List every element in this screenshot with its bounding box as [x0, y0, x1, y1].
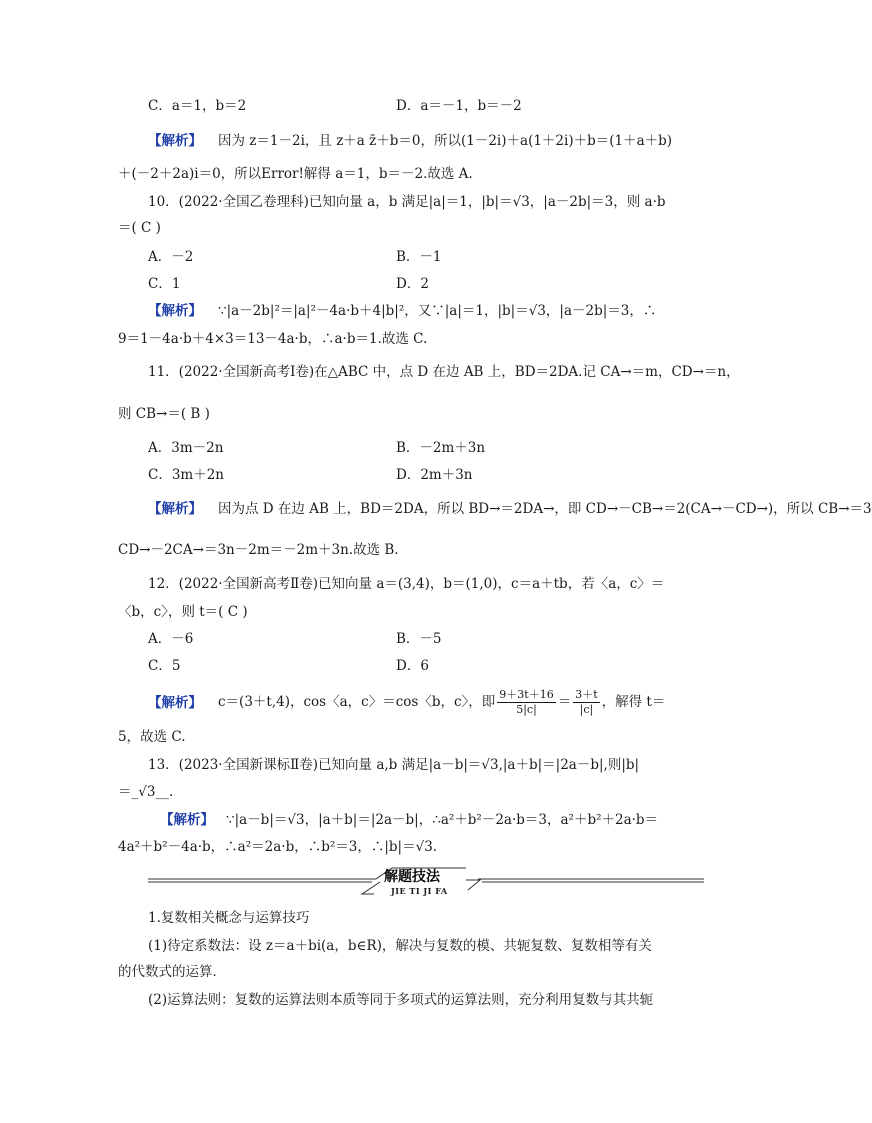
- question-12-answer: 〈b，c〉，则 t＝( C ): [118, 604, 248, 620]
- question-10-answer: ＝( C ): [118, 220, 161, 236]
- banner-subtitle: JIE TI JI FA: [391, 886, 448, 896]
- fraction-numerator: 9＋3t＋16: [499, 688, 554, 701]
- analysis-text: ∵|a－2b|²＝|a|²－4a·b＋4|b|²，又∵|a|＝1，|b|＝√3，|a－2b|＝3，∴: [218, 303, 657, 319]
- option-b: B．－1: [396, 249, 442, 265]
- section-banner: [148, 866, 704, 906]
- analysis-tag: 【解析】: [148, 133, 202, 149]
- fraction-denominator: |c|: [579, 703, 594, 716]
- analysis-text-part: c＝(3＋t,4)，cos〈a，c〉＝cos〈b，c〉，即: [218, 694, 496, 710]
- question-10: 10．(2022·全国乙卷理科)已知向量 a，b 满足|a|＝1，|b|＝√3，|a－2b|＝3，则 a·b: [148, 194, 666, 210]
- analysis-text: 9＝1－4a·b＋4×3＝13－4a·b，∴a·b＝1.故选 C.: [118, 331, 428, 347]
- option-c: C．a＝1，b＝2: [148, 98, 247, 114]
- fraction-denominator: 5|c|: [516, 703, 537, 716]
- question-12: 12．(2022·全国新高考Ⅱ卷)已知向量 a＝(3,4)，b＝(1,0)，c＝a＋tb，若〈a，c〉＝: [148, 576, 665, 592]
- analysis-text: 5，故选 C.: [118, 729, 186, 745]
- question-11: 11．(2022·全国新高考Ⅰ卷)在△ABC 中，点 D 在边 AB 上，BD＝2DA.记 CA→＝m，CD→＝n，: [148, 364, 740, 380]
- analysis-text: 因为 z＝1－2i，且 z＋a z̄＋b＝0，所以(1－2i)＋a(1＋2i)＋b＝(1＋a＋b): [218, 133, 673, 149]
- option-a: A．3m－2n: [148, 440, 224, 456]
- analysis-tag: 【解析】: [148, 303, 202, 319]
- analysis-text: c＝(3＋t,4)，cos〈a，c〉＝cos〈b，c〉，即 $\frac{9+3t+16}{5|c|}$ ＝ $\frac{3+t}{|c|}$ ，解得 t＝: [218, 688, 666, 716]
- method-text: (1)待定系数法：设 z＝a＋bi(a，b∈R)，解决与复数的模、共轭复数、复数相等有关: [148, 938, 652, 954]
- option-c: C．3m＋2n: [148, 467, 225, 483]
- question-13-answer: ＝_√3__.: [118, 784, 174, 800]
- option-d: D．2: [396, 276, 429, 292]
- method-text: 的代数式的运算．: [118, 964, 226, 980]
- method-heading: 1.复数相关概念与运算技巧: [148, 910, 310, 926]
- option-b: B．－2m＋3n: [396, 440, 486, 456]
- analysis-text: 4a²＋b²－4a·b，∴a²＝2a·b，∴b²＝3，∴|b|＝√3.: [118, 839, 438, 855]
- option-d: D．6: [396, 658, 429, 674]
- option-b: B．－5: [396, 631, 442, 647]
- question-11-answer: 则 CB→＝( B ): [118, 406, 210, 422]
- option-a: A．－2: [148, 249, 194, 265]
- analysis-tag: 【解析】: [148, 695, 202, 711]
- option-d: D．a＝－1，b＝－2: [396, 98, 522, 114]
- option-d: D．2m＋3n: [396, 467, 473, 483]
- analysis-text: CD→－2CA→＝3n－2m＝－2m＋3n.故选 B.: [118, 542, 399, 558]
- method-text: (2)运算法则：复数的运算法则本质等同于多项式的运算法则，充分利用复数与其共轭: [148, 992, 654, 1008]
- analysis-text: ＋(－2＋2a)i＝0，所以Error!解得 a＝1，b＝－2.故选 A.: [118, 166, 473, 182]
- analysis-tag: 【解析】: [148, 501, 202, 517]
- option-a: A．－6: [148, 631, 194, 647]
- question-13: 13．(2023·全国新课标Ⅱ卷)已知向量 a,b 满足|a－b|＝√3,|a＋b|＝|2a－b|,则|b|: [148, 757, 640, 773]
- fraction: [497, 688, 555, 717]
- analysis-text-part: ，解得 t＝: [601, 694, 666, 710]
- banner-title: 解题技法: [384, 869, 440, 885]
- option-c: C．5: [148, 658, 181, 674]
- option-c: C．1: [148, 276, 181, 292]
- fraction: [573, 688, 599, 717]
- analysis-tag: 【解析】: [160, 812, 214, 828]
- analysis-text: 因为点 D 在边 AB 上，BD＝2DA，所以 BD→＝2DA→，即 CD→－CB→＝2(CA→－CD→)，所以 CB→＝3: [218, 501, 872, 517]
- fraction-numerator: 3＋t: [575, 688, 598, 701]
- analysis-text: ∵|a－b|＝√3，|a＋b|＝|2a－b|，∴a²＋b²－2a·b＝3，a²＋b²＋2a·b＝: [226, 812, 659, 828]
